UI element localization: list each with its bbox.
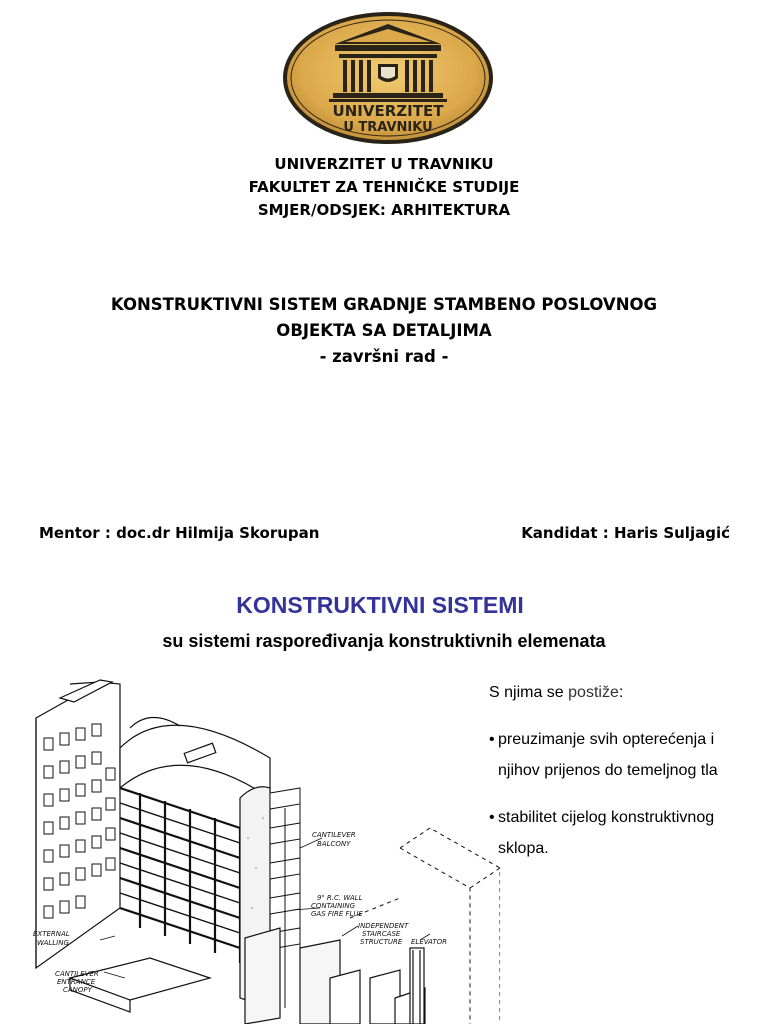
label-external-1: EXTERNAL (33, 930, 70, 938)
label-staircase-3: STRUCTURE (360, 938, 403, 946)
thesis-title-block (0, 292, 768, 370)
mentor-label: Mentor : doc.dr Hilmija Skorupan (39, 524, 320, 542)
label-cantilever-balcony-2: BALCONY (317, 840, 351, 848)
building-cutaway-drawing (30, 678, 500, 1024)
label-cantilever-balcony-1: CANTILEVER (312, 831, 356, 839)
slide-page (0, 560, 768, 1024)
bullet-text: preuzimanje svih opterećenja i njihov prijenos do temeljnog tla (498, 731, 718, 779)
logo-text-line2: U TRAVNIKU (343, 120, 433, 135)
university-name: UNIVERZITET U TRAVNIKU (274, 155, 494, 173)
bullet-text: stabilitet cijelog konstruktivnog sklopa. (498, 809, 715, 857)
label-canopy-2: ENTRANCE (57, 978, 96, 986)
bullet-item (489, 724, 759, 786)
thesis-title-line1: KONSTRUKTIVNI SISTEM GRADNJE STAMBENO POSLOVNOG (110, 295, 658, 314)
label-canopy-1: CANTILEVER (55, 970, 99, 978)
bullet-dot: • (489, 731, 495, 748)
intro-word: postiže (568, 684, 619, 701)
candidate-label: Kandidat : Haris Suljagić (521, 524, 730, 542)
thesis-title-line2: OBJEKTA SA DETALJIMA (276, 321, 492, 340)
label-staircase-1: INDEPENDENT (358, 922, 409, 930)
faculty-name: FAKULTET ZA TEHNIČKE STUDIJE (248, 178, 520, 196)
intro-text (489, 684, 759, 702)
label-wall-1: 9" R.C. WALL (317, 894, 363, 902)
label-external-2: WALLING (37, 939, 69, 947)
thesis-subtitle: - završni rad - (319, 347, 449, 366)
label-wall-3: GAS FIRE FLUE (311, 910, 363, 918)
bullet-dot: • (489, 809, 495, 826)
logo-text-line1: UNIVERZITET (332, 102, 444, 120)
slide-title: KONSTRUKTIVNI SISTEMI (236, 592, 524, 618)
intro-prefix: S njima se (489, 684, 569, 701)
department-name: SMJER/ODSJEK: ARHITEKTURA (257, 201, 511, 219)
institution-block (0, 153, 768, 222)
label-staircase-2: STAIRCASE (362, 930, 401, 938)
intro-suffix: : (618, 684, 624, 701)
university-logo (283, 12, 493, 144)
label-elevator: ELEVATOR (411, 938, 447, 946)
bullet-item (489, 802, 759, 864)
label-wall-2: CONTAINING (311, 902, 356, 910)
slide-subtitle: su sistemi raspoređivanja konstruktivnih elemenata (162, 631, 606, 651)
slide-points (489, 684, 759, 880)
label-canopy-3: CANOPY (63, 986, 92, 994)
